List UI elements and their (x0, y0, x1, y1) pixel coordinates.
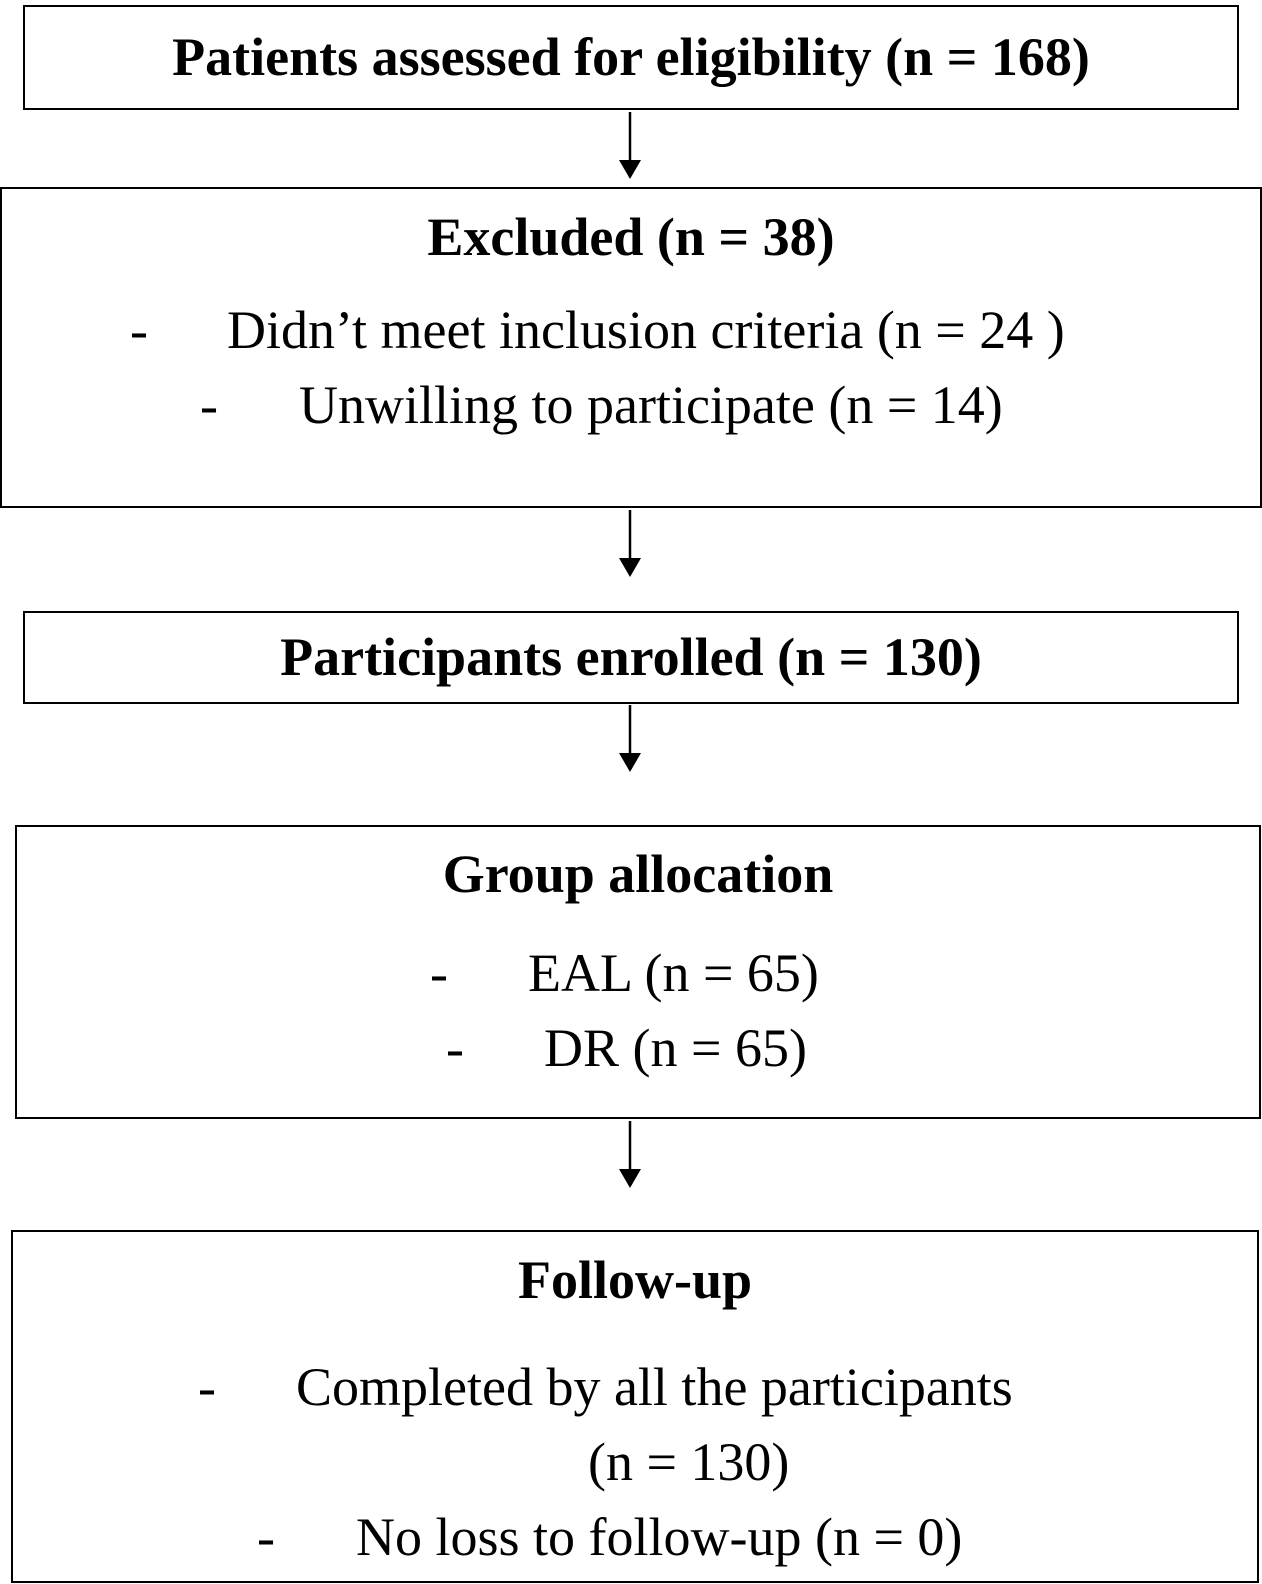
arrow-enrolled-to-allocation (619, 705, 641, 772)
excluded-box (0, 187, 1262, 508)
allocation-title: Group allocation (442, 844, 834, 904)
enrolled-title: Participants enrolled (n = 130) (280, 627, 982, 687)
bullet-dash: - (200, 375, 218, 435)
allocation-box (15, 825, 1261, 1119)
enrolled-box (23, 611, 1239, 704)
excluded-item-unwilling: Unwilling to participate (n = 14) (299, 375, 1003, 435)
arrow-eligibility-to-excluded (619, 112, 641, 179)
bullet-dash: - (430, 943, 448, 1003)
bullet-dash: - (130, 300, 148, 360)
eligibility-title: Patients assessed for eligibility (n = 168) (172, 27, 1090, 87)
followup-title: Follow-up (517, 1250, 753, 1310)
arrow-allocation-to-followup (619, 1121, 641, 1188)
followup-item-completed: Completed by all the participants (296, 1357, 1013, 1417)
followup-item-no-loss: No loss to follow-up (n = 0) (356, 1507, 963, 1567)
followup-box (11, 1230, 1259, 1583)
eligibility-box (23, 5, 1239, 110)
allocation-item-dr: DR (n = 65) (544, 1018, 807, 1078)
excluded-title: Excluded (n = 38) (427, 207, 835, 267)
arrow-excluded-to-enrolled (619, 510, 641, 577)
bullet-dash: - (257, 1507, 275, 1567)
allocation-item-eal: EAL (n = 65) (528, 943, 819, 1003)
bullet-dash: - (446, 1018, 464, 1078)
excluded-item-criteria: Didn’t meet inclusion criteria (n = 24 ) (227, 300, 1065, 360)
bullet-dash: - (198, 1357, 216, 1417)
followup-item-count: (n = 130) (588, 1432, 790, 1492)
